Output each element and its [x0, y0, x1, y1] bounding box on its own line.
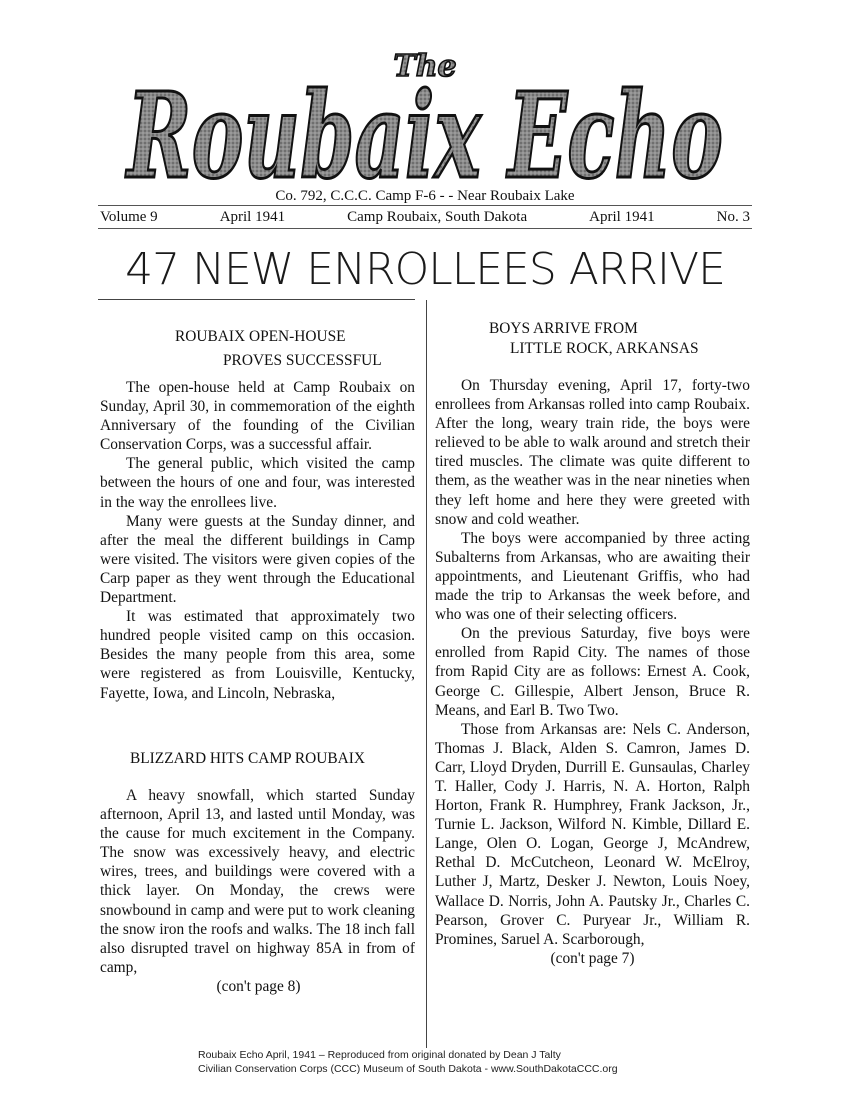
story-body-blizzard [100, 786, 415, 996]
paragraph: A heavy snowfall, which started Sunday afternoon, April 13, and lasted until Monday, was the cause for much excitement in the Company. The snow was excessively heavy, and electric wires, trees, and buildings were covered with a thick layer. On Monday, the crews were snowbound in camp and were put to work cleaning the snow iron the roofs and walks. The 18 inch fall also disrupted travel on highway 85A in from of camp, [100, 787, 415, 976]
story-title-openhouse-1: ROUBAIX OPEN-HOUSE [175, 328, 346, 345]
column-divider [426, 300, 427, 1048]
footer-credit: Roubaix Echo April, 1941 – Reproduced from original donated by Dean J Talty [198, 1049, 561, 1061]
camp-location: Camp Roubaix, South Dakota [347, 208, 528, 225]
masthead-logo [120, 42, 730, 192]
story-title-blizzard: BLIZZARD HITS CAMP ROUBAIX [130, 750, 365, 767]
continued-note: (con't page 7) [550, 949, 635, 967]
paragraph: On the previous Saturday, five boys were enrolled from Rapid City. The names of those from Rapid City are as follows: Ernest A. Cook, George C. Gillespie, Albert Jenson, Bruce R. Means, and Earl B. Two Two. [435, 625, 750, 719]
volume-number: Volume 9 [100, 208, 158, 225]
left-column-rule [98, 299, 415, 300]
paragraph: The open-house held at Camp Roubaix on Sunday, April 30, in commemoration of the eighth Anniversary of the founding of the Civilian Conservation Corps, was a successful affair. [100, 379, 415, 454]
issue-date-left: April 1941 [219, 208, 286, 225]
paragraph: Those from Arkansas are: Nels C. Anderson, Thomas J. Black, Alden S. Camron, James D. Carr, Lloyd Dryden, Durrill E. Gunsaulas, Charley T. Haller, Cody J. Harris, N. A. Horton, Ralph Horton, Frank R. Humphrey, Frank Jackson, Jr., Turnie L. Jackson, Wilford N. Kimble, Dillard E. Lange, Olen O. Logan, George J, McAndrew, Rethal D. McCutcheon, Leonard W. McElroy, Luther J, Martz, Desker J. Newton, Louis Noey, Wallace D. Norris, John A. Pautsky Jr., Charles C. Pearson, Grover C. Puryear Jr., William R. Promines, Saruel A. Scarborough, [435, 720, 750, 948]
paragraph: On Thursday evening, April 17, forty-two enrollees from Arkansas rolled into camp Roubaix. After the long, weary train ride, the boys were relieved to be able to walk around and stretch their tired muscles. The climate was quite different to them, as the weather was in the near nineties when they left home and here they were greeted with snow and cold weather. [435, 377, 750, 528]
paragraph: It was estimated that approximately two hundred people visited camp on this occasion. Besides the many people from this area, some were registered as from Louisville, Kentucky, Fayette, Iowa, and Lincoln, Nebraska, [100, 608, 415, 702]
continued-note: (con't page 8) [216, 977, 301, 995]
story-title-openhouse-2: PROVES SUCCESSFUL [223, 352, 382, 369]
story-body-arrive [435, 376, 750, 968]
masthead-svg [120, 42, 730, 192]
volume-bar [98, 205, 752, 229]
issue-number: No. 3 [716, 208, 750, 225]
story-title-arrive-1: BOYS ARRIVE FROM [489, 320, 638, 337]
masthead-title: Roubaix Echo [125, 66, 724, 192]
paragraph: Many were guests at the Sunday dinner, and after the meal the different buildings in Camp were visited. The visitors were given copies of the Carp paper as they went through the Educational Department. [100, 512, 415, 607]
masthead-subtitle: Co. 792, C.C.C. Camp F-6 - - Near Roubaix Lake [275, 188, 575, 204]
paragraph: The general public, which visited the camp between the hours of one and four, was interested in the way the enrollees live. [100, 455, 415, 511]
paragraph: The boys were accompanied by three acting Subalterns from Arkansas, who are awaiting their appointments, and Lieutenant Griffis, who had made the trip to Arkansas the week before, and who was one of their selecting officers. [435, 529, 750, 624]
story-title-arrive-2: LITTLE ROCK, ARKANSAS [510, 340, 699, 357]
footer-museum: Civilian Conservation Corps (CCC) Museum of South Dakota - www.SouthDakotaCCC.org [198, 1063, 618, 1075]
issue-date-right: April 1941 [589, 208, 655, 225]
story-body-openhouse [100, 378, 415, 703]
main-headline: 47 NEW ENROLLEES ARRIVE [125, 244, 725, 295]
masthead-the: The [393, 49, 457, 84]
